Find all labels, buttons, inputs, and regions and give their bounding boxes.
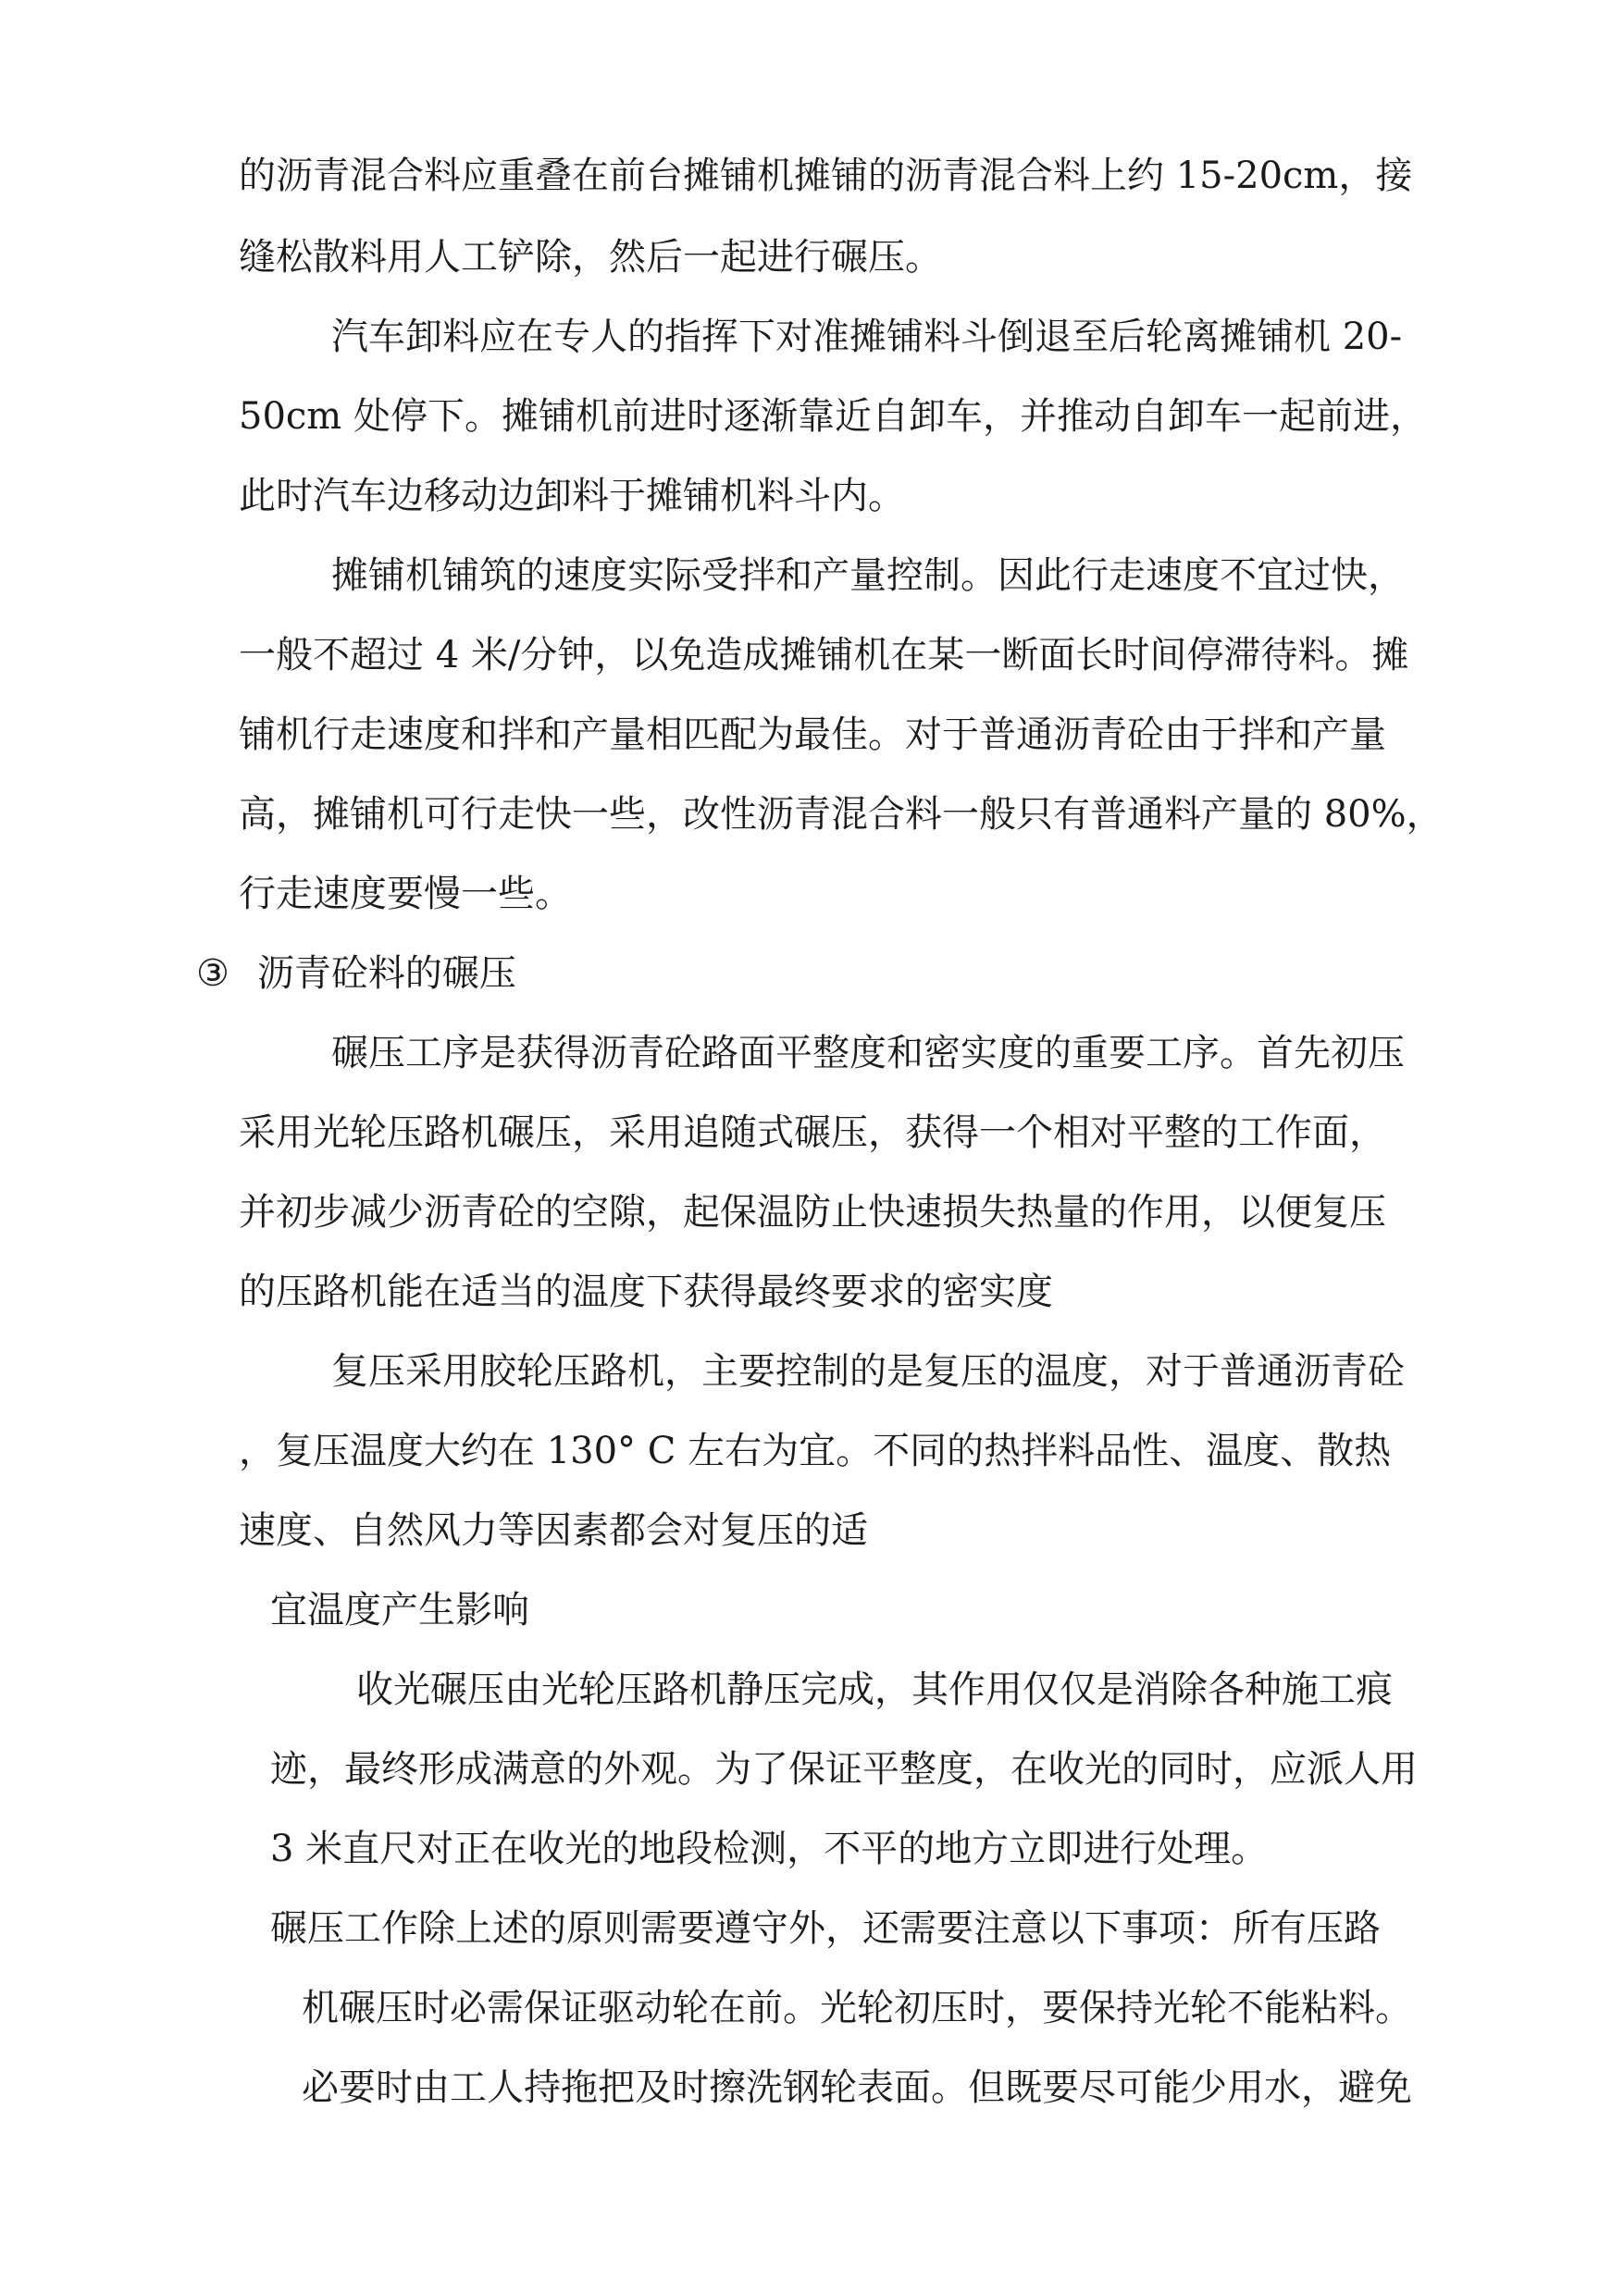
paragraph-line: 的压路机能在适当的温度下获得最终要求的密实度 (239, 1271, 1053, 1313)
paragraph-line: 行走速度要慢一些。 (239, 873, 572, 915)
section-number: ③ (196, 952, 229, 995)
paragraph-line: 复压采用胶轮压路机，主要控制的是复压的温度，对于普通沥青砼 (331, 1350, 1405, 1393)
paragraph-line: 铺机行走速度和拌和产量相匹配为最佳。对于普通沥青砼由于拌和产量 (239, 713, 1386, 756)
paragraph-line: 高，摊铺机可行走快一些，改性沥青混合料一般只有普通料产量的 80%， (239, 793, 1444, 836)
paragraph-line: ，复压温度大约在 130° C 左右为宜。不同的热拌料品性、温度、散热 (239, 1430, 1392, 1472)
paragraph-line: 摊铺机铺筑的速度实际受拌和产量控制。因此行走速度不宜过快， (331, 554, 1405, 597)
paragraph-line: 碾压工序是获得沥青砼路面平整度和密实度的重要工序。首先初压 (331, 1032, 1405, 1074)
paragraph-line: 碾压工作除上述的原则需要遵守外，还需要注意以下事项：所有压路 (270, 1907, 1381, 1950)
paragraph-line: 必要时由工人持拖把及时擦洗钢轮表面。但既要尽可能少用水，避免 (302, 2066, 1412, 2109)
paragraph-line: 收光碾压由光轮压路机静压完成，其作用仅仅是消除各种施工痕 (356, 1669, 1393, 1711)
paragraph-line: 机碾压时必需保证驱动轮在前。光轮初压时，要保持光轮不能粘料。 (302, 1987, 1412, 2029)
paragraph-line: 汽车卸料应在专人的指挥下对准摊铺料斗倒退至后轮离摊铺机 20- (331, 316, 1403, 358)
paragraph-line: 缝松散料用人工铲除，然后一起进行碾压。 (239, 236, 942, 279)
paragraph-line: 采用光轮压路机碾压，采用追随式碾压，获得一个相对平整的工作面， (239, 1111, 1386, 1154)
paragraph-line: 速度、自然风力等因素都会对复压的适 (239, 1509, 868, 1552)
paragraph-line: 的沥青混合料应重叠在前台摊铺机摊铺的沥青混合料上约 15-20cm，接 (239, 155, 1413, 197)
paragraph-line: 50cm 处停下。摊铺机前进时逐渐靠近自卸车，并推动自卸车一起前进， (239, 395, 1427, 438)
section-heading-text: 沥青砼料的碾压 (256, 952, 516, 995)
paragraph-line: 宜温度产生影响 (270, 1589, 529, 1631)
paragraph-line: 3 米直尺对正在收光的地段检测，不平的地方立即进行处理。 (270, 1828, 1269, 1870)
section-heading (0, 946, 1624, 1001)
paragraph-line: 此时汽车边移动边卸料于摊铺机料斗内。 (239, 475, 905, 517)
paragraph-line: 并初步减少沥青砼的空隙，起保温防止快速损失热量的作用，以便复压 (239, 1191, 1386, 1234)
paragraph-line: 迹，最终形成满意的外观。为了保证平整度，在收光的同时，应派人用 (270, 1748, 1418, 1791)
paragraph-line: 一般不超过 4 米/分钟，以免造成摊铺机在某一断面长时间停滞待料。摊 (239, 634, 1409, 676)
